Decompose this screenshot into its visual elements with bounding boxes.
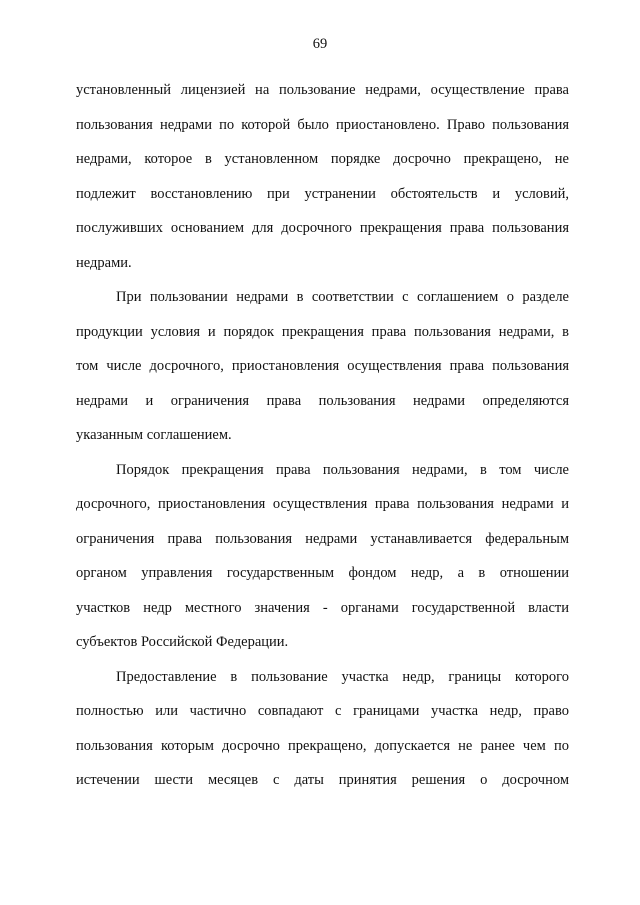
text-line: том числе досрочного, приостановления осуществления права пользования: [76, 358, 569, 374]
text-line: недрами.: [76, 254, 132, 271]
paragraph-2: [76, 280, 569, 453]
text-line: полностью или частично совпадают с границами участка недр, право: [76, 703, 569, 719]
text-line: указанным соглашением.: [76, 427, 232, 443]
text-line: продукции условия и порядок прекращения права пользования недрами, в: [76, 323, 569, 340]
paragraph-3: [76, 453, 569, 660]
text-line: пользования которым досрочно прекращено, допускается не ранее чем по: [76, 737, 569, 754]
text-line: Порядок прекращения права пользования недрами, в том числе: [116, 461, 569, 478]
text-line: пользования недрами по которой было приостановлено. Право пользования: [76, 116, 569, 133]
text-line: субъектов Российской Федерации.: [76, 634, 289, 650]
text-line: досрочного, приостановления осуществления права пользования недрами и: [76, 496, 569, 512]
page-number: 69: [312, 36, 328, 52]
text-line: Предоставление в пользование участка недр, границы которого: [116, 668, 569, 685]
paragraph-1: [76, 73, 569, 280]
text-line: недрами и ограничения права пользования недрами определяются: [76, 392, 569, 409]
document-body: [76, 73, 569, 798]
text-line: участков недр местного значения - органами государственной власти: [76, 599, 569, 616]
text-line: установленный лицензией на пользование недрами, осуществление права: [76, 82, 569, 98]
text-line: послуживших основанием для досрочного прекращения права пользования: [76, 220, 569, 236]
text-line: При пользовании недрами в соответствии с соглашением о разделе: [116, 289, 569, 305]
text-line: ограничения права пользования недрами устанавливается федеральным: [76, 530, 569, 547]
text-line: подлежит восстановлению при устранении обстоятельств и условий,: [76, 185, 569, 202]
text-line: органом управления государственным фондом недр, а в отношении: [76, 565, 569, 581]
text-line: истечении шести месяцев с даты принятия решения о досрочном: [76, 772, 569, 788]
text-line: недрами, которое в установленном порядке досрочно прекращено, не: [76, 151, 569, 167]
paragraph-4: [76, 660, 569, 798]
